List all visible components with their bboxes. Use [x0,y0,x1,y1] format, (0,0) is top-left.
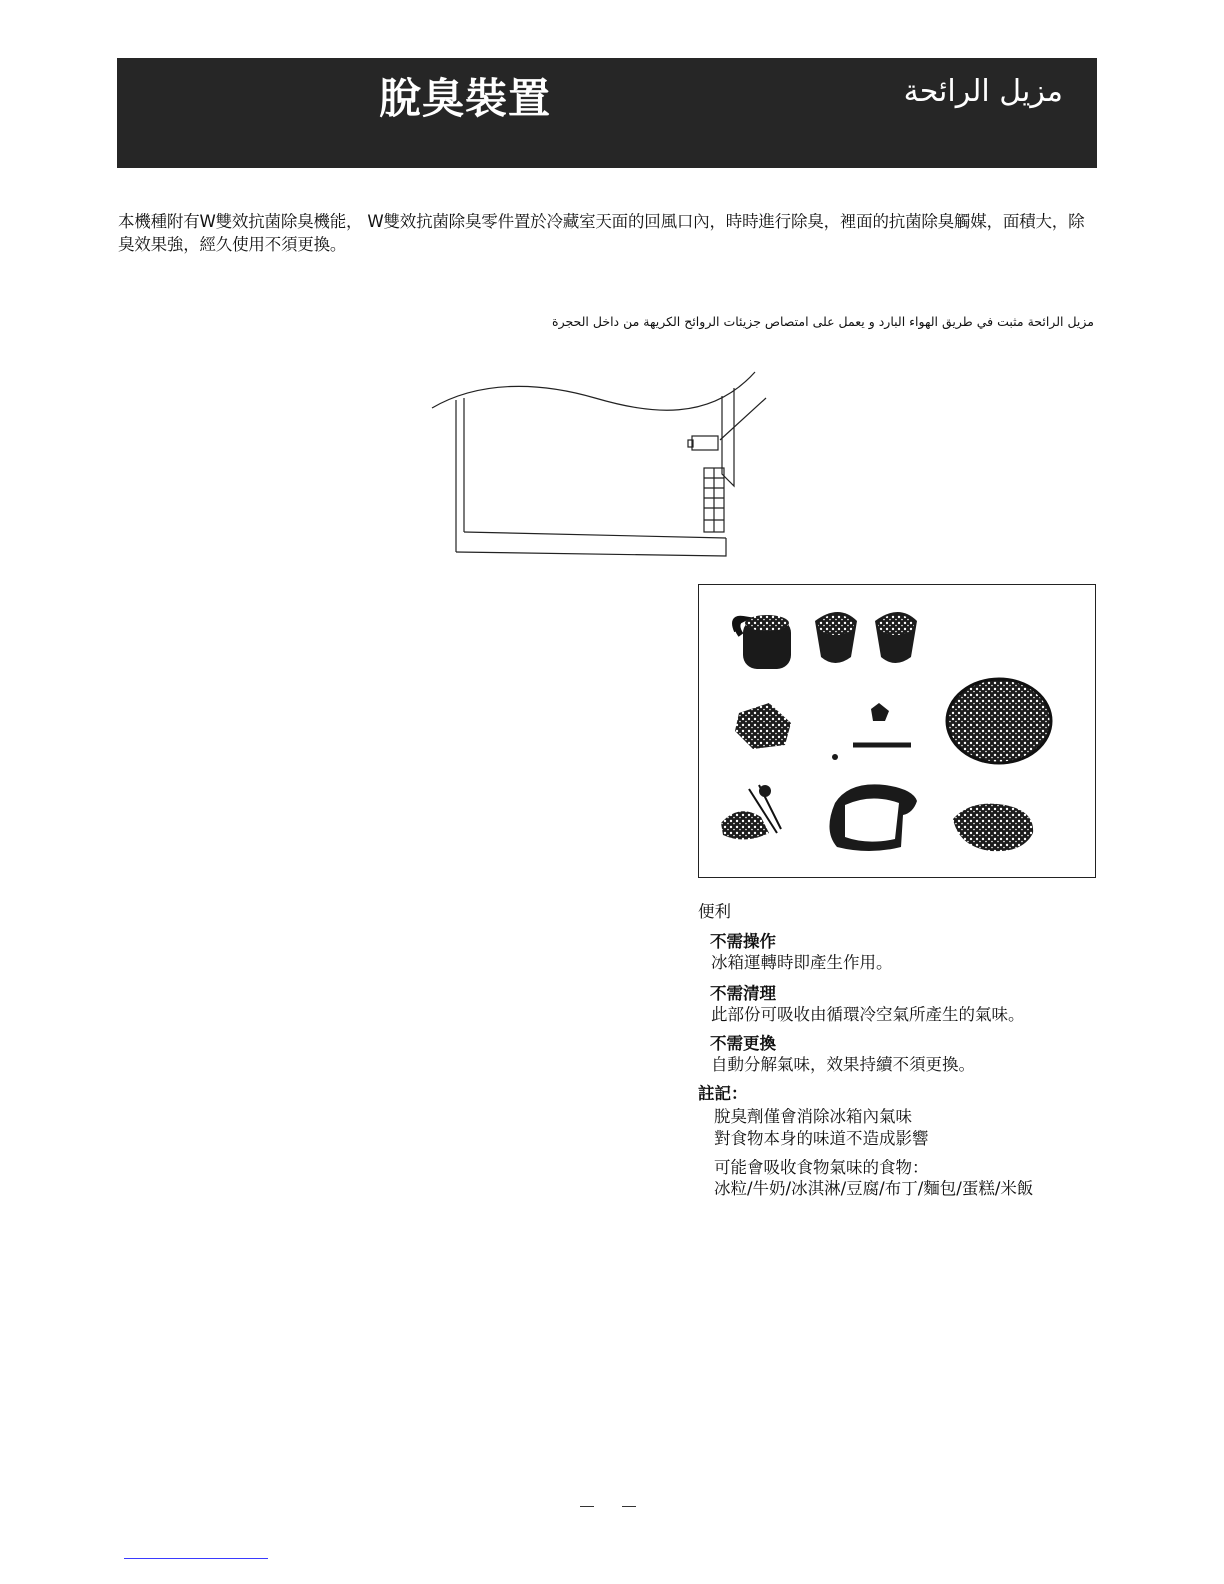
feature-title: 不需清理 [710,984,776,1003]
pudding-cup-icon [875,612,917,663]
note-line: 對食物本身的味道不造成影響 [714,1129,929,1148]
food-illustration [698,584,1096,878]
notes-heading: 註記： [698,1084,748,1103]
bread-icon [829,784,917,851]
feature-title: 不需更換 [710,1034,776,1053]
feature-desc: 自動分解氣味，效果持續不須更換。 [711,1055,975,1074]
fridge-deodorizer-diagram-icon [420,360,780,560]
header-band [117,58,1097,168]
page-title-zh: 脫臭裝置 [379,74,552,123]
noodles-icon [721,785,781,840]
intro-text-zh: 本機種附有W雙效抗菌除臭機能， W雙效抗菌除臭零件置於冷藏室天面的回風口內，時時進行除臭，裡面的抗菌除臭觸媒，面積大，除臭效果強，經久使用不須更換。 [118,212,1085,254]
cake-icon [947,679,1051,763]
note-line: 可能會吸收食物氣味的食物： [714,1158,929,1177]
pudding-cup-icon [815,612,857,663]
intro-text-ar: مزيل الرائحة مثبت في طريق الهواء البارد و يعمل على امتصاص جزيئات الروائح الكريهة من داخل الحجرة [552,314,1094,329]
page-number-dash [580,1506,594,1507]
page-title-ar: مزيل الرائحة [903,74,1063,109]
feature-title: 不需操作 [710,932,776,951]
ice-cream-icon [832,703,911,760]
feature-desc: 此部份可吸收由循環冷空氣所產生的氣味。 [711,1005,1025,1024]
mug-icon [735,615,791,669]
features-heading: 便利 [698,902,731,921]
feature-desc: 冰箱運轉時即產生作用。 [711,953,893,972]
footer-link-underline [124,1558,268,1559]
note-line: 冰粒/牛奶/冰淇淋/豆腐/布丁/麵包/蛋糕/米飯 [714,1179,1034,1198]
page-number-dash [622,1506,636,1507]
rice-icon [953,804,1033,852]
note-line: 脫臭劑僅會消除冰箱內氣味 [714,1107,912,1126]
tofu-icon [735,703,791,749]
